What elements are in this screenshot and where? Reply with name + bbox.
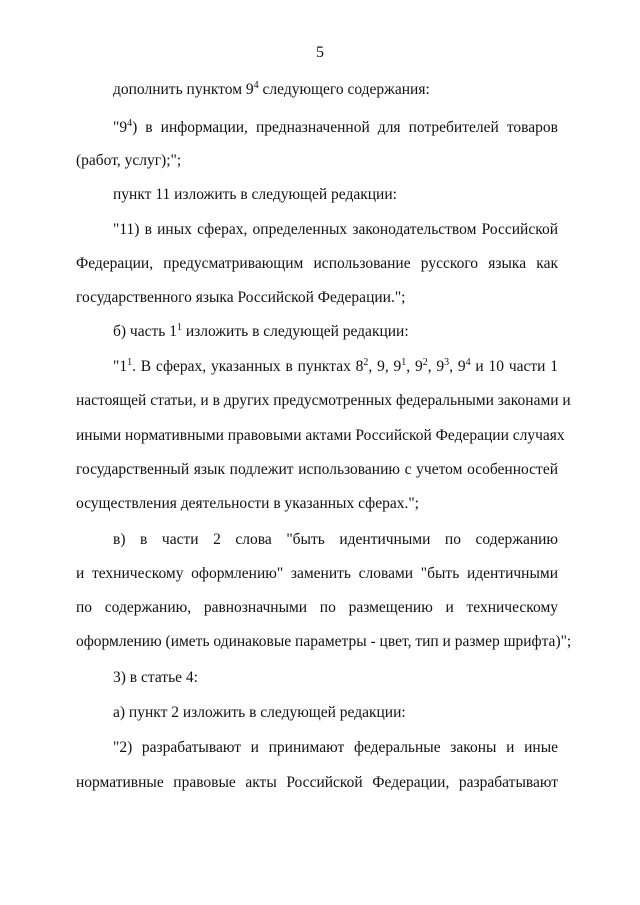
text-line: и техническому оформлению" заменить словами "быть идентичными — [76, 565, 558, 582]
text-fragment: , 9, 9 — [368, 358, 402, 375]
text-fragment: ) в информации, предназначенной для потребителей товаров — [132, 119, 558, 136]
text-line: "11) в иных сферах, определенных законодательством Российской — [113, 221, 558, 238]
page-number: 5 — [316, 44, 324, 61]
text-fragment: дополнить пунктом 9 — [113, 81, 254, 98]
text-fragment: "1 — [113, 358, 128, 375]
text-fragment: следующего содержания: — [258, 81, 430, 98]
text-line: (работ, услуг);"; — [76, 152, 182, 169]
superscript: 1 — [401, 357, 407, 368]
text-line: пункт 11 изложить в следующей редакции: — [113, 186, 397, 203]
text-line: осуществления деятельности в указанных сферах."; — [76, 495, 419, 512]
text-fragment: , 9 — [427, 358, 445, 375]
text-line: иными нормативными правовыми актами Российской Федерации случаях — [76, 427, 565, 444]
text-line: "2) разрабатывают и принимают федеральные законы и иные — [113, 739, 558, 756]
text-line: по содержанию, равнозначными по размещению и техническому — [76, 599, 558, 616]
superscript: 1 — [127, 357, 133, 368]
text-line: настоящей статьи, и в других предусмотренных федеральными законами и — [76, 392, 571, 409]
text-line: нормативные правовые акты Российской Федерации, разрабатывают — [76, 774, 558, 791]
superscript: 2 — [363, 357, 369, 368]
text-line: 3) в статье 4: — [113, 669, 198, 686]
text-fragment: . В сферах, указанных в пунктах 8 — [132, 358, 364, 375]
superscript: 1 — [176, 322, 182, 333]
text-fragment: "9 — [113, 119, 128, 136]
superscript: 3 — [444, 357, 450, 368]
text-line — [113, 322, 409, 342]
text-fragment: , 9 — [406, 358, 423, 375]
text-fragment: , 9 — [449, 358, 466, 375]
text-line: оформлению (иметь одинаковые параметры - цвет, тип и размер шрифта)"; — [76, 633, 572, 650]
text-fragment: б) часть 1 — [113, 323, 177, 340]
text-line: Федерации, предусматривающим использование русского языка как — [76, 255, 558, 272]
superscript: 2 — [422, 357, 428, 368]
text-line: а) пункт 2 изложить в следующей редакции: — [113, 704, 406, 721]
superscript: 4 — [127, 118, 133, 129]
text-fragment: и 10 части 1 — [470, 358, 559, 375]
text-line — [113, 118, 558, 138]
text-line — [113, 80, 430, 100]
superscript: 4 — [465, 357, 471, 368]
text-line — [113, 357, 558, 377]
text-line: государственного языка Российской Федерации."; — [76, 289, 406, 306]
text-line: в) в части 2 слова "быть идентичными по содержанию — [113, 531, 558, 548]
text-fragment: изложить в следующей редакции: — [181, 323, 409, 340]
superscript: 4 — [253, 80, 259, 91]
text-line: государственный язык подлежит использованию с учетом особенностей — [76, 461, 558, 478]
